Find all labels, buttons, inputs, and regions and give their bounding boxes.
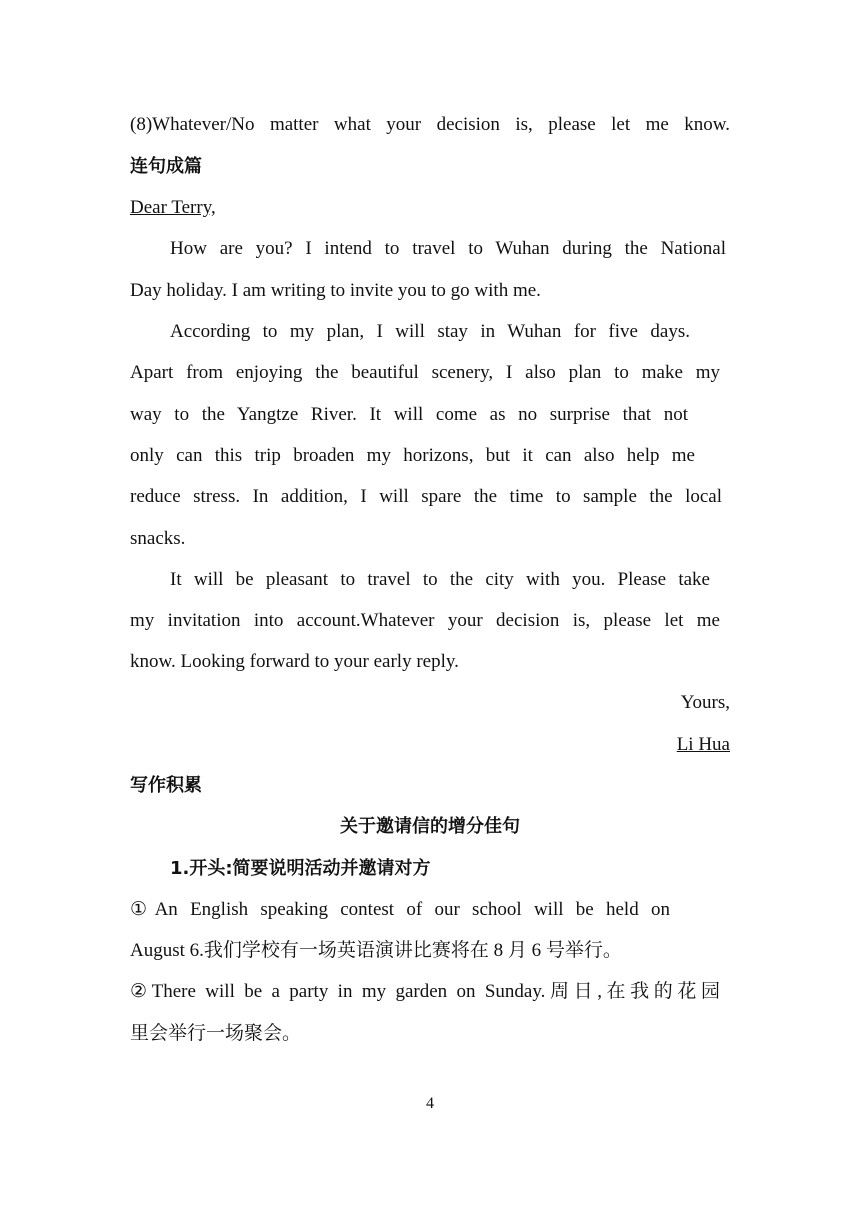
example-sentence: August 6.我们学校有一场英语演讲比赛将在 8 月 6 号举行。 bbox=[130, 940, 622, 961]
letter-line: Day holiday. I am writing to invite you to go with me. bbox=[130, 280, 541, 301]
point-heading: 1.开头:简要说明活动并邀请对方 bbox=[170, 858, 431, 879]
letter-closing: Yours, bbox=[680, 692, 730, 713]
letter-line: Apart from enjoying the beautiful scenery, I also plan to make my bbox=[130, 362, 720, 383]
sentence-item-8: (8)Whatever/No matter what your decision is, please let me know. bbox=[130, 114, 730, 135]
letter-line: snacks. bbox=[130, 528, 186, 549]
example-sentence: 里会举行一场聚会。 bbox=[130, 1023, 302, 1044]
example-sentence: ②There will be a party in my garden on Sunday.周日,在我的花园 bbox=[130, 981, 720, 1002]
letter-line: know. Looking forward to your early reply. bbox=[130, 651, 459, 672]
signature-text: Li Hua bbox=[676, 734, 730, 755]
example-sentence: ①An English speaking contest of our school will be held on bbox=[130, 899, 670, 920]
letter-salutation: Dear Terry, bbox=[130, 197, 216, 218]
letter-line: It will be pleasant to travel to the city with you. Please take bbox=[170, 569, 710, 590]
letter-line: my invitation into account.Whatever your decision is, please let me bbox=[130, 610, 720, 631]
page-number: 4 bbox=[426, 1095, 434, 1112]
letter-line: way to the Yangtze River. It will come as no surprise that not bbox=[130, 404, 688, 425]
section-title-connect: 连句成篇 bbox=[130, 156, 202, 177]
letter-line: How are you? I intend to travel to Wuhan during the National bbox=[170, 238, 726, 259]
subtitle: 关于邀请信的增分佳句 bbox=[340, 816, 520, 837]
letter-signature bbox=[130, 733, 730, 757]
letter-line: only can this trip broaden my horizons, but it can also help me bbox=[130, 445, 695, 466]
section-title-writing: 写作积累 bbox=[130, 775, 202, 796]
letter-line: According to my plan, I will stay in Wuhan for five days. bbox=[170, 321, 690, 342]
letter-line: reduce stress. In addition, I will spare the time to sample the local bbox=[130, 486, 722, 507]
